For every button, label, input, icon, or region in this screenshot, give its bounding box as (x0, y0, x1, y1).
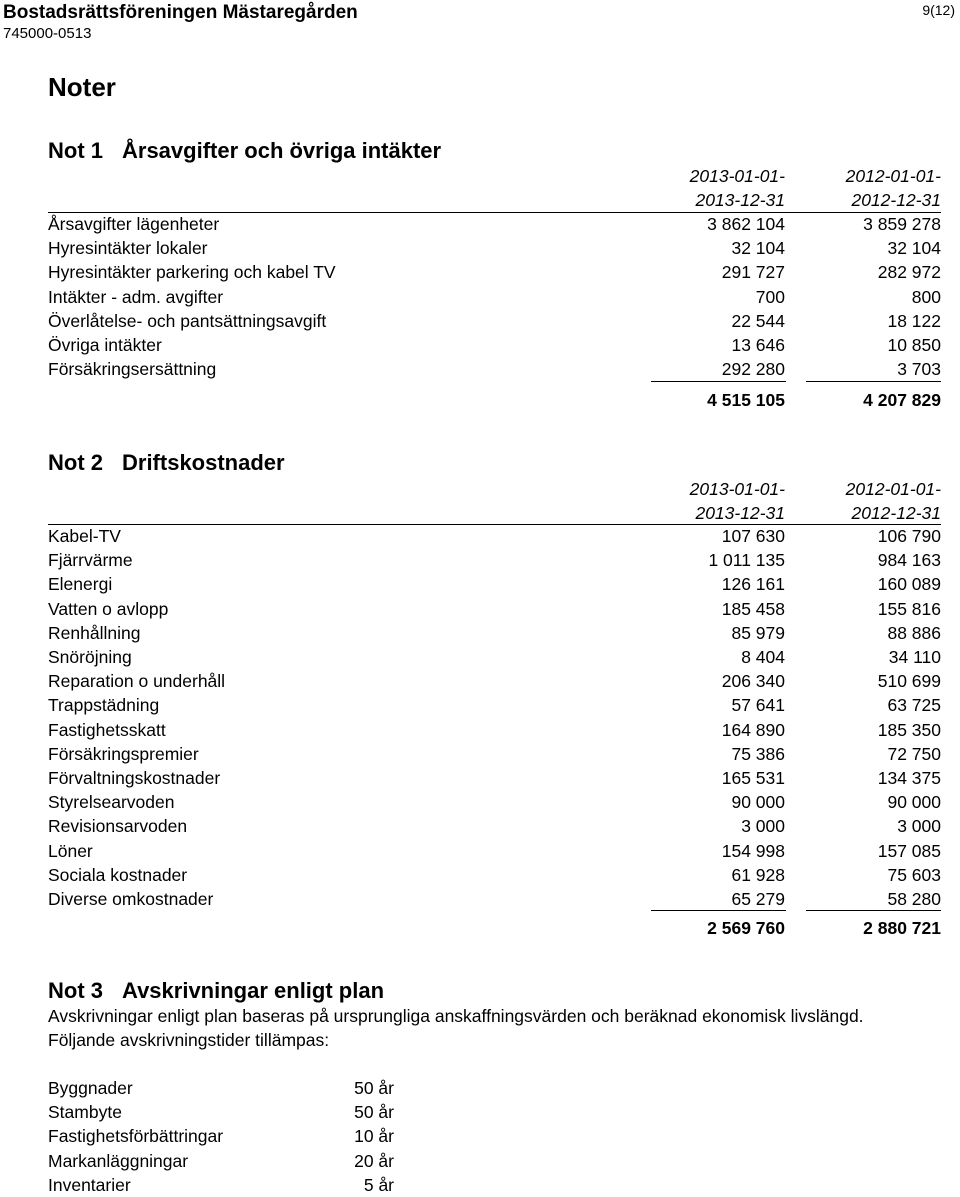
value-2012: 160 089 (877, 574, 941, 595)
value-2012: 75 603 (887, 864, 941, 885)
note2-title: Driftskostnader (122, 450, 285, 475)
note2-total-2012: 2 880 721 (863, 918, 941, 938)
row-label: Hyresintäkter parkering och kabel TV (48, 262, 336, 283)
value-2013: 32 104 (731, 238, 785, 259)
table-row (48, 309, 941, 333)
row-label: Diverse omkostnader (48, 889, 214, 909)
value-2012: 106 790 (877, 526, 941, 546)
depreciation-years: 50 år (354, 1102, 394, 1123)
row-label: Löner (48, 840, 93, 861)
value-2012: 510 699 (877, 671, 941, 692)
note2-heading (48, 450, 285, 476)
depreciation-years: 5 år (363, 1174, 394, 1195)
row-label: Sociala kostnader (48, 864, 188, 885)
value-2012: 3 859 278 (863, 214, 941, 234)
table-row (48, 887, 941, 911)
table-row (48, 357, 941, 381)
row-label: Hyresintäkter lokaler (48, 238, 208, 259)
asset-label: Byggnader (48, 1078, 133, 1098)
page-title: Noter (48, 72, 116, 102)
value-2013: 22 544 (731, 310, 785, 331)
table-row (48, 742, 941, 766)
note3-number: Not 3 (48, 978, 103, 1003)
value-2013: 700 (755, 286, 785, 307)
table-row (48, 333, 941, 357)
row-label: Intäkter - adm. avgifter (48, 286, 224, 307)
table-row (48, 693, 941, 717)
table-row (48, 790, 941, 814)
note1-total-2013: 4 515 105 (707, 390, 785, 410)
table-row (48, 814, 941, 838)
row-label: Reparation o underhåll (48, 671, 226, 692)
table-row (48, 285, 941, 309)
note1-sum-rule-2012 (806, 381, 941, 382)
row-label: Överlåtelse- och pantsättningsavgift (48, 310, 327, 331)
table-row (48, 260, 941, 284)
value-2012: 58 280 (887, 889, 941, 909)
list-item (48, 1173, 408, 1197)
table-row (48, 766, 941, 790)
depreciation-years: 50 år (354, 1078, 394, 1098)
row-label: Försäkringspremier (48, 743, 199, 764)
value-2013: 61 928 (731, 864, 785, 885)
table-row (48, 718, 941, 742)
list-item (48, 1124, 408, 1148)
value-2013: 90 000 (731, 792, 785, 813)
row-label: Kabel-TV (48, 526, 121, 546)
value-2012: 3 703 (897, 359, 941, 380)
note1-col2-header: 2012-01-01- 2012-12-31 (845, 166, 941, 210)
note1-title: Årsavgifter och övriga intäkter (122, 138, 442, 163)
value-2012: 984 163 (877, 550, 941, 571)
note1-total-row (48, 388, 941, 412)
asset-label: Stambyte (48, 1102, 122, 1123)
row-label: Fjärrvärme (48, 550, 133, 571)
value-2012: 155 816 (877, 598, 941, 619)
value-2013: 126 161 (721, 574, 785, 595)
value-2012: 32 104 (887, 238, 941, 259)
value-2013: 3 862 104 (707, 214, 785, 234)
note1-number: Not 1 (48, 138, 103, 163)
value-2013: 185 458 (721, 598, 785, 619)
value-2012: 90 000 (887, 792, 941, 813)
row-label: Övriga intäkter (48, 335, 162, 355)
asset-label: Inventarier (48, 1174, 131, 1195)
value-2012: 18 122 (887, 310, 941, 331)
value-2013: 154 998 (721, 840, 785, 861)
table-row (48, 572, 941, 596)
value-2013: 65 279 (731, 889, 785, 909)
value-2013: 3 000 (741, 816, 785, 837)
note3-description: Avskrivningar enligt plan baseras på ursprungliga anskaffningsvärden och beräknad ekonomisk livslängd. Följande avskrivningstider tillämpas: (48, 1006, 864, 1050)
row-label: Fastighetsskatt (48, 719, 166, 740)
row-label: Revisionsarvoden (48, 816, 188, 837)
value-2012: 72 750 (887, 743, 941, 764)
note1-sum-rule-2013 (651, 381, 786, 382)
row-label: Försäkringsersättning (48, 359, 217, 380)
value-2012: 185 350 (877, 719, 941, 740)
note3-title: Avskrivningar enligt plan (122, 978, 385, 1003)
value-2013: 291 727 (721, 262, 785, 283)
note2-sum-rule-2013 (651, 910, 786, 911)
table-row (48, 524, 941, 548)
table-row (48, 669, 941, 693)
value-2013: 75 386 (731, 743, 785, 764)
list-item (48, 1149, 408, 1173)
value-2013: 165 531 (721, 768, 785, 788)
asset-label: Markanläggningar (48, 1150, 189, 1171)
value-2012: 282 972 (877, 262, 941, 283)
table-row (48, 597, 941, 621)
row-label: Trappstädning (48, 695, 160, 716)
note2-total-row (48, 916, 941, 940)
asset-label: Fastighetsförbättringar (48, 1126, 224, 1147)
value-2012: 3 000 (897, 816, 941, 837)
table-row (48, 212, 941, 236)
row-label: Årsavgifter lägenheter (48, 214, 220, 234)
value-2013: 292 280 (721, 359, 785, 380)
table-row (48, 548, 941, 572)
note2-total-2013: 2 569 760 (707, 918, 785, 938)
value-2013: 206 340 (721, 671, 785, 692)
table-row (48, 236, 941, 260)
note1-heading (48, 138, 441, 164)
value-2013: 1 011 135 (708, 550, 785, 571)
note1-col1-header: 2013-01-01- 2013-12-31 (689, 166, 785, 210)
row-label: Styrelsearvoden (48, 792, 175, 813)
row-label: Snöröjning (48, 647, 132, 667)
value-2013: 85 979 (731, 622, 785, 643)
value-2012: 800 (911, 286, 941, 307)
value-2012: 34 110 (888, 647, 941, 667)
organization-name: Bostadsrättsföreningen Mästaregården (3, 2, 358, 23)
note3-heading (48, 978, 384, 1004)
value-2013: 107 630 (721, 526, 785, 546)
depreciation-years: 20 år (354, 1150, 394, 1171)
row-label: Vatten o avlopp (48, 598, 169, 619)
note2-col1-header: 2013-01-01- 2013-12-31 (689, 479, 785, 523)
page-number: 9(12) (922, 2, 955, 18)
note1-total-2012: 4 207 829 (863, 390, 941, 410)
value-2013: 57 641 (731, 695, 785, 716)
table-row (48, 863, 941, 887)
value-2013: 8 404 (741, 647, 785, 667)
value-2012: 157 085 (877, 840, 941, 861)
table-row (48, 839, 941, 863)
table-row (48, 645, 941, 669)
depreciation-years: 10 år (354, 1126, 394, 1147)
note2-sum-rule-2012 (806, 910, 941, 911)
organization-number: 745000-0513 (3, 25, 92, 42)
list-item (48, 1100, 408, 1124)
row-label: Elenergi (48, 574, 113, 595)
row-label: Renhållning (48, 622, 141, 643)
value-2012: 10 850 (887, 335, 941, 355)
note2-number: Not 2 (48, 450, 103, 475)
table-row (48, 621, 941, 645)
note2-col2-header: 2012-01-01- 2012-12-31 (845, 479, 941, 523)
row-label: Förvaltningskostnader (48, 768, 221, 788)
value-2013: 164 890 (721, 719, 785, 740)
value-2013: 13 646 (731, 335, 785, 355)
list-item (48, 1076, 408, 1100)
value-2012: 134 375 (877, 768, 941, 788)
value-2012: 88 886 (887, 622, 941, 643)
value-2012: 63 725 (887, 695, 941, 716)
